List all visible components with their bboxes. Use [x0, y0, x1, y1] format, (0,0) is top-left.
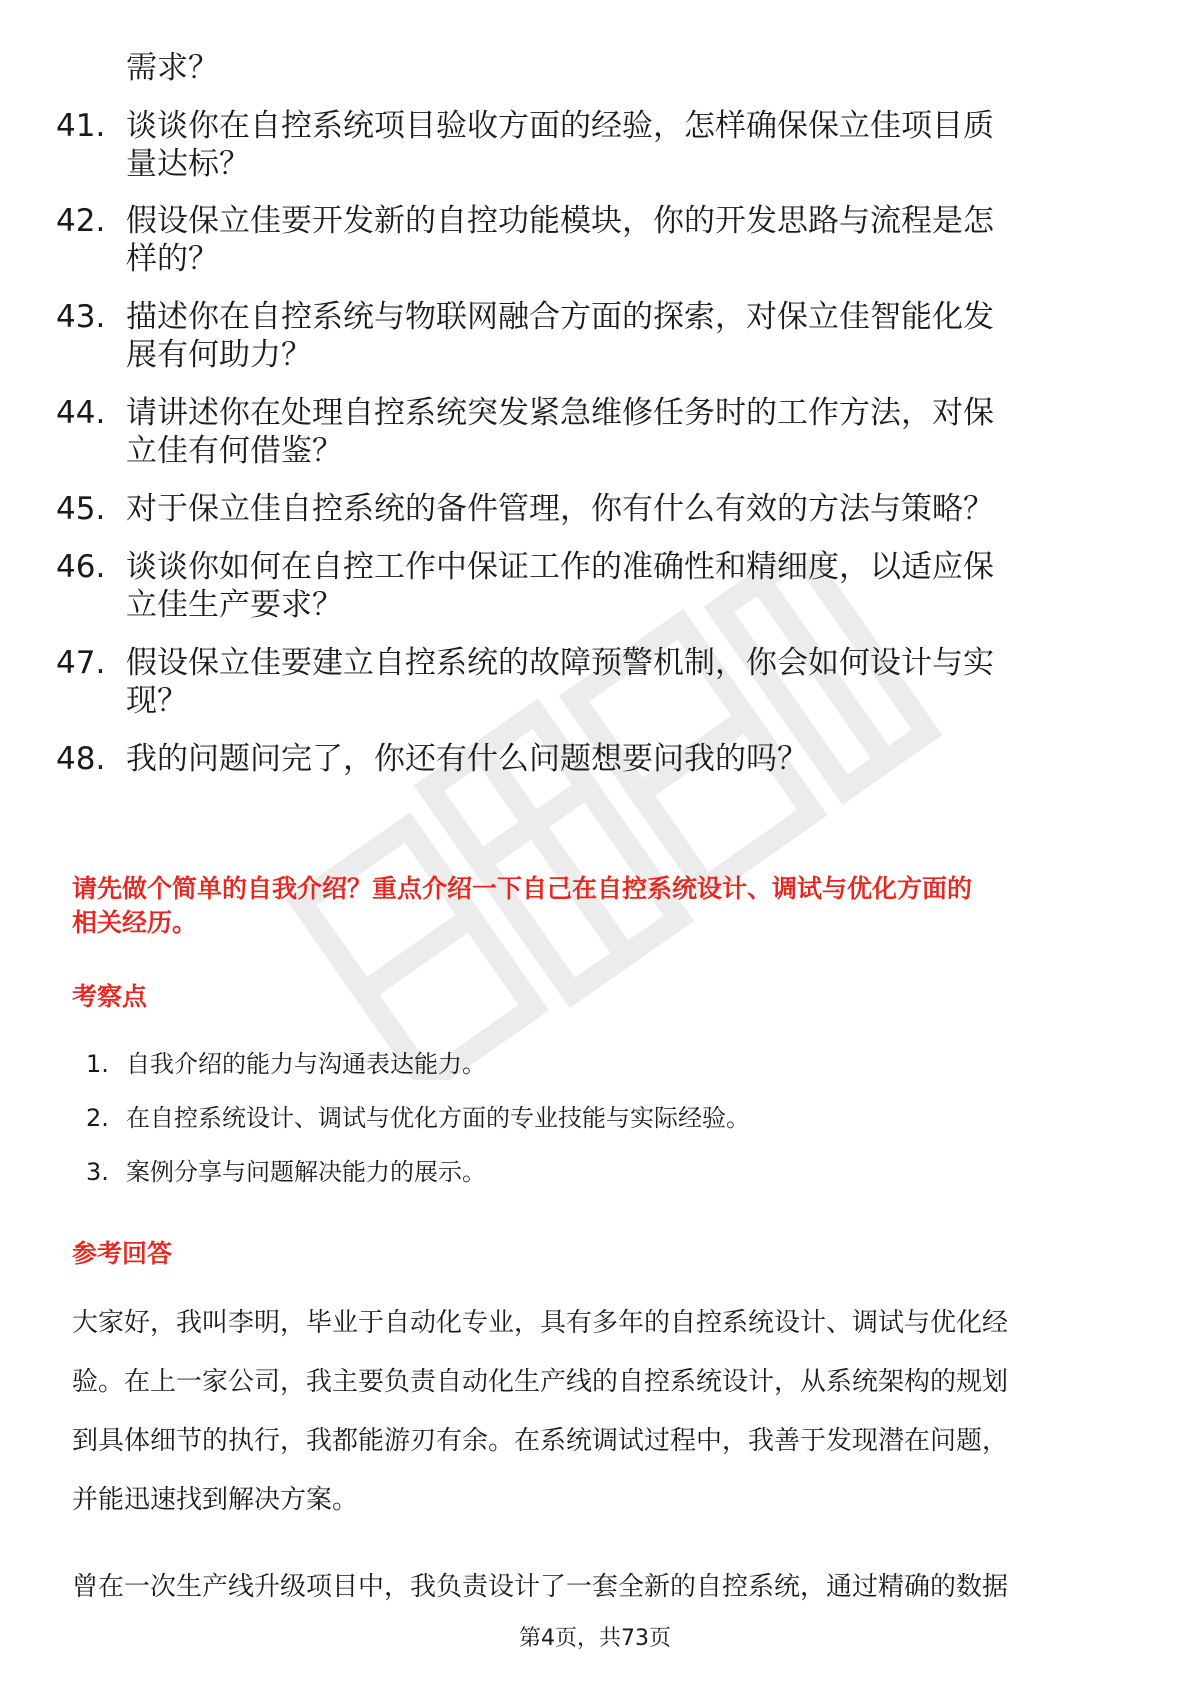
question-number: 47.	[56, 645, 106, 681]
question-number: 46.	[56, 549, 106, 585]
heading-line: 请先做个简单的自我介绍？重点介绍一下自己在自控系统设计、调试与优化方面的	[72, 874, 973, 903]
question-text: 展有何助力？	[126, 337, 312, 373]
point-text: 案例分享与问题解决能力的展示。	[126, 1158, 486, 1186]
point-number: 2.	[86, 1104, 109, 1132]
question-text: 谈谈你在自控系统项目验收方面的经验，怎样确保保立佳项目质	[126, 108, 994, 144]
question-text: 立佳生产要求？	[126, 587, 343, 623]
answer-paragraph-line: 大家好，我叫李明，毕业于自动化专业，具有多年的自控系统设计、调试与优化经	[72, 1308, 1009, 1338]
question-text: 样的？	[126, 241, 219, 277]
question-number: 44.	[56, 395, 106, 431]
question-number: 42.	[56, 203, 106, 239]
point-text: 在自控系统设计、调试与优化方面的专业技能与实际经验。	[126, 1104, 750, 1132]
question-text: 我的问题问完了，你还有什么问题想要问我的吗？	[126, 741, 808, 777]
question-text: 需求？	[126, 50, 219, 86]
question-text: 谈谈你如何在自控工作中保证工作的准确性和精细度，以适应保	[126, 549, 994, 585]
answer-paragraph-line: 并能迅速找到解决方案。	[72, 1485, 359, 1515]
question-text: 请讲述你在处理自控系统突发紧急维修任务时的工作方法，对保	[126, 395, 994, 431]
question-number: 45.	[56, 491, 106, 527]
page-number-footer: 第4页，共73页	[519, 1626, 671, 1651]
question-number: 48.	[56, 741, 106, 777]
featured-question-heading	[72, 872, 1122, 940]
question-text: 对于保立佳自控系统的备件管理，你有什么有效的方法与策略？	[126, 491, 994, 527]
answer-paragraph-line: 验。在上一家公司，我主要负责自动化生产线的自控系统设计，从系统架构的规划	[72, 1367, 1009, 1397]
question-text: 假设保立佳要建立自控系统的故障预警机制，你会如何设计与实	[126, 645, 994, 681]
answer-paragraph-line: 曾在一次生产线升级项目中，我负责设计了一套全新的自控系统，通过精确的数据	[72, 1572, 1009, 1602]
question-text: 现？	[126, 683, 188, 719]
question-text: 量达标？	[126, 146, 250, 182]
heading-line: 相关经历。	[72, 908, 198, 937]
examine-section-title: 考察点	[72, 982, 148, 1011]
point-text: 自我介绍的能力与沟通表达能力。	[126, 1050, 486, 1078]
answer-paragraph-line: 到具体细节的执行，我都能游刃有余。在系统调试过程中，我善于发现潜在问题，	[72, 1426, 1009, 1456]
question-text: 立佳有何借鉴？	[126, 433, 343, 469]
question-text: 假设保立佳要开发新的自控功能模块，你的开发思路与流程是怎	[126, 203, 994, 239]
point-number: 1.	[86, 1050, 109, 1078]
answer-section-title: 参考回答	[72, 1239, 173, 1268]
watermark-stamp	[250, 560, 970, 1080]
question-number: 43.	[56, 299, 106, 335]
question-text: 描述你在自控系统与物联网融合方面的探索，对保立佳智能化发	[126, 299, 994, 335]
point-number: 3.	[86, 1158, 109, 1186]
question-number: 41.	[56, 108, 106, 144]
